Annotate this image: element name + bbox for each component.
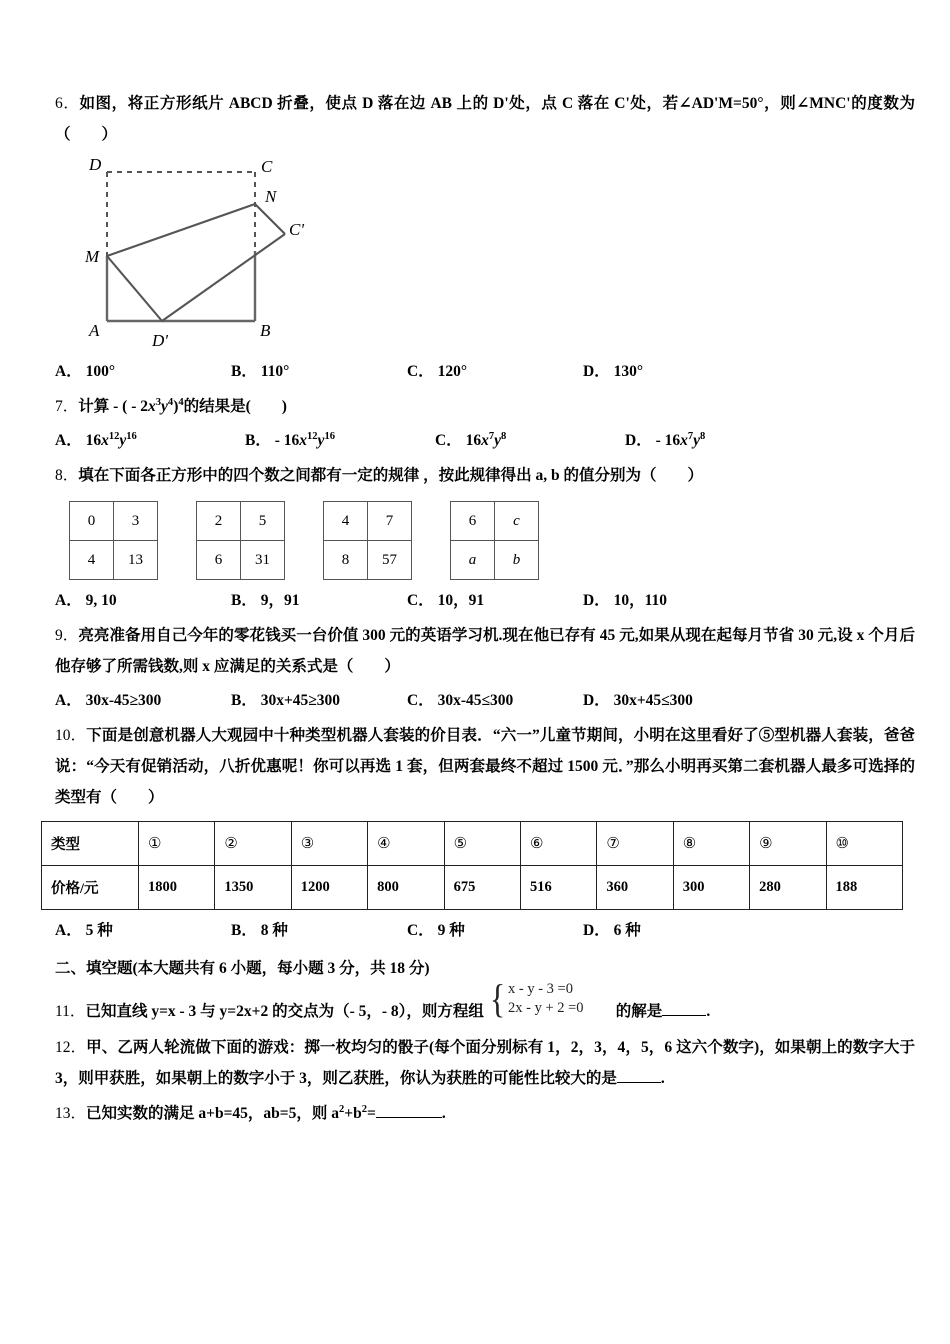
question-8-text: 填在下面各正方形中的四个数之间都有一定的规律 ，按此规律得出 a, b 的值分别为（ ） bbox=[78, 467, 704, 484]
exp-3: 3 bbox=[155, 396, 162, 408]
cell-c: c bbox=[495, 502, 539, 541]
option-9-c[interactable]: C． 30x-45≤300 bbox=[407, 692, 514, 709]
cell: 8 bbox=[324, 541, 368, 580]
price-2: 1350 bbox=[215, 866, 291, 910]
question-8-options bbox=[55, 586, 915, 616]
exp-2b: 2 bbox=[361, 1103, 367, 1115]
question-10 bbox=[55, 720, 915, 813]
question-11: 11．已知直线 y=x - 3 与 y=2x+2 的交点为（- 5，- 8），则方程组 { x - y - 3 =0 2x - y + 2 =0 的解是 . bbox=[55, 996, 915, 1028]
price-1: 1800 bbox=[139, 866, 215, 910]
cell: 5 bbox=[241, 502, 285, 541]
question-10-text: 下面是创意机器人大观园中十种类型机器人套装的价目表．“六一”儿童节期间，小明在这里看好了⑤型机器人套装，爸爸说：“今天有促销活动，八折优惠呢！你可以再选 1 套，但两套最终不超过 1500 元．”那么小明再买第二套机器人最多可选择的类型有（ ） bbox=[55, 727, 915, 806]
option-8-d[interactable]: D． 10，110 bbox=[583, 592, 667, 609]
cell: 3 bbox=[114, 502, 158, 541]
price-8: 300 bbox=[673, 866, 749, 910]
option-10-d[interactable]: D． 6 种 bbox=[583, 922, 641, 939]
question-12-text: 甲、乙两人轮流做下面的游戏：掷一枚均匀的骰子(每个面分别标有 1，2，3，4，5，6 这六个数字)，如果朝上的数字大于 3，则甲获胜，如果朝上的数字小于 3，则乙获胜，你认为获胜的可能性比较大的是 bbox=[55, 1038, 915, 1087]
row-header-price: 价格/元 bbox=[42, 866, 139, 910]
option-6-a[interactable]: A． 100° bbox=[55, 363, 116, 380]
option-8-c[interactable]: C． 10，91 bbox=[407, 592, 485, 609]
cell: 0 bbox=[70, 502, 114, 541]
cell: 4 bbox=[70, 541, 114, 580]
equation-system bbox=[488, 975, 616, 1028]
type-2: ② bbox=[215, 822, 291, 866]
equation-line-1: x - y - 3 =0 bbox=[508, 980, 573, 997]
option-7-a[interactable]: A． $16x^{12}y^{16}$ bbox=[55, 430, 137, 449]
svg-text:A: A bbox=[89, 321, 100, 340]
question-6-number: 6． bbox=[55, 95, 80, 112]
price-7: 360 bbox=[597, 866, 673, 910]
table-row-prices bbox=[42, 866, 903, 910]
svg-text:N: N bbox=[265, 187, 277, 206]
question-11-text-before: 已知直线 y=x - 3 与 y=2x+2 的交点为（- 5，- 8），则方程组 bbox=[85, 1003, 484, 1020]
type-7: ⑦ bbox=[597, 822, 673, 866]
question-13-number: 13． bbox=[55, 1104, 87, 1122]
cell-b: b bbox=[495, 541, 539, 580]
question-13-text-after: = bbox=[367, 1104, 376, 1122]
question-11-text-after: 的解是 bbox=[615, 1003, 663, 1020]
cell: 31 bbox=[241, 541, 285, 580]
question-7-text: 计算 - ( - $2x^3y^4)^4$的结果是( ) bbox=[78, 396, 287, 415]
type-8: ⑧ bbox=[673, 822, 749, 866]
question-6 bbox=[55, 88, 915, 150]
var-y: y bbox=[161, 398, 168, 415]
equation-line-2: 2x - y + 2 =0 bbox=[508, 999, 584, 1016]
option-9-b[interactable]: B． 30x+45≥300 bbox=[231, 692, 341, 709]
question-13-text-before: 已知实数的满足 a+b=45，ab=5，则 a bbox=[86, 1104, 340, 1122]
price-6: 516 bbox=[520, 866, 596, 910]
cell: 57 bbox=[368, 541, 412, 580]
option-10-b[interactable]: B． 8 种 bbox=[231, 922, 288, 939]
exp-2a: 2 bbox=[339, 1103, 345, 1115]
question-11-number: 11． bbox=[55, 1003, 86, 1020]
svg-text:C: C bbox=[261, 157, 273, 176]
question-8-number: 8． bbox=[55, 467, 79, 484]
type-3: ③ bbox=[291, 822, 367, 866]
exp-4: 4 bbox=[167, 396, 174, 408]
svg-text:B: B bbox=[260, 321, 271, 340]
question-10-number: 10． bbox=[55, 727, 87, 744]
number-square-3 bbox=[323, 501, 412, 580]
price-10: 188 bbox=[826, 866, 902, 910]
type-9: ⑨ bbox=[750, 822, 826, 866]
type-10: ⑩ bbox=[826, 822, 902, 866]
question-13: 13．已知实数的满足 a+b=45，ab=5，则 $a^2+b^2=$ . bbox=[55, 1103, 446, 1122]
left-brace-icon: { bbox=[489, 975, 506, 1021]
svg-text:D: D bbox=[89, 156, 102, 174]
robot-price-table bbox=[41, 821, 903, 910]
option-7-c[interactable]: C． $16x^7y^8$ bbox=[435, 430, 507, 449]
price-3: 1200 bbox=[291, 866, 367, 910]
price-5: 675 bbox=[444, 866, 520, 910]
price-9: 280 bbox=[750, 866, 826, 910]
question-12-number: 12． bbox=[55, 1038, 87, 1056]
cell: 7 bbox=[368, 502, 412, 541]
cell: 4 bbox=[324, 502, 368, 541]
question-12: 12．甲、乙两人轮流做下面的游戏：掷一枚均匀的骰子(每个面分别标有 1，2，3，4，5，6 这六个数字)，如果朝上的数字大于 3，则甲获胜，如果朝上的数字小于 3，则乙获胜，你认为获胜的可能性比较大的是 . bbox=[55, 1038, 915, 1087]
question-13-text-mid: +b bbox=[344, 1104, 362, 1122]
question-7 bbox=[55, 391, 915, 422]
option-8-b[interactable]: B． 9，91 bbox=[231, 592, 300, 609]
question-6-text: 如图，将正方形纸片 ABCD 折叠，使点 D 落在边 AB 上的 D'处，点 C 落在 C'处，若∠AD'M=50°，则∠MNC'的度数为（ ） bbox=[55, 95, 915, 143]
option-6-c[interactable]: C． 120° bbox=[407, 363, 468, 380]
price-4: 800 bbox=[368, 866, 444, 910]
folded-square-figure bbox=[77, 156, 367, 351]
question-10-options bbox=[55, 916, 915, 946]
option-9-d[interactable]: D． 30x+45≤300 bbox=[583, 692, 693, 709]
type-1: ① bbox=[139, 822, 215, 866]
row-header-type: 类型 bbox=[42, 822, 139, 866]
question-6-options bbox=[55, 357, 915, 387]
question-9 bbox=[55, 620, 915, 682]
svg-text:M: M bbox=[85, 247, 100, 266]
question-9-number: 9． bbox=[55, 627, 79, 644]
option-7-d[interactable]: D． - $16x^7y^8$ bbox=[625, 430, 706, 449]
svg-text:C': C' bbox=[289, 220, 304, 239]
question-8-squares bbox=[69, 501, 915, 580]
cell: 6 bbox=[197, 541, 241, 580]
option-6-d[interactable]: D． 130° bbox=[583, 363, 644, 380]
section-2-heading: 二、填空题(本大题共有 6 小题，每小题 3 分，共 18 分) bbox=[55, 960, 430, 977]
cell: 2 bbox=[197, 502, 241, 541]
option-10-c[interactable]: C． 9 种 bbox=[407, 922, 465, 939]
question-9-options bbox=[55, 686, 915, 716]
question-8 bbox=[55, 460, 915, 491]
option-6-b[interactable]: B． 110° bbox=[231, 363, 290, 380]
option-8-a[interactable]: A． 9, 10 bbox=[55, 592, 117, 609]
type-5: ⑤ bbox=[444, 822, 520, 866]
svg-text:D': D' bbox=[152, 331, 168, 350]
number-square-4 bbox=[450, 501, 539, 580]
answer-blank-13[interactable] bbox=[376, 1102, 442, 1118]
exp-outer-4: 4 bbox=[178, 396, 184, 408]
cell: 13 bbox=[114, 541, 158, 580]
cell-a: a bbox=[451, 541, 495, 580]
number-square-2 bbox=[196, 501, 285, 580]
var-x: x bbox=[148, 398, 156, 415]
type-4: ④ bbox=[368, 822, 444, 866]
type-6: ⑥ bbox=[520, 822, 596, 866]
question-7-options bbox=[55, 426, 915, 456]
question-7-number: 7． bbox=[55, 398, 79, 415]
table-row-types bbox=[42, 822, 903, 866]
page-content bbox=[51, 88, 915, 1133]
number-square-1 bbox=[69, 501, 158, 580]
option-10-a[interactable]: A． 5 种 bbox=[55, 922, 113, 939]
option-7-b[interactable]: B． - $16x^{12}y^{16}$ bbox=[245, 430, 335, 449]
option-9-a[interactable]: A． 30x-45≥300 bbox=[55, 692, 162, 709]
cell: 6 bbox=[451, 502, 495, 541]
answer-blank-12[interactable] bbox=[617, 1067, 661, 1083]
answer-blank-11[interactable] bbox=[662, 1000, 706, 1016]
question-9-text: 亮亮准备用自己今年的零花钱买一台价值 300 元的英语学习机.现在他已存有 45 元,如果从现在起每月节省 30 元,设 x 个月后他存够了所需钱数,则 x 应满足的关系式是（ ） bbox=[55, 627, 915, 675]
